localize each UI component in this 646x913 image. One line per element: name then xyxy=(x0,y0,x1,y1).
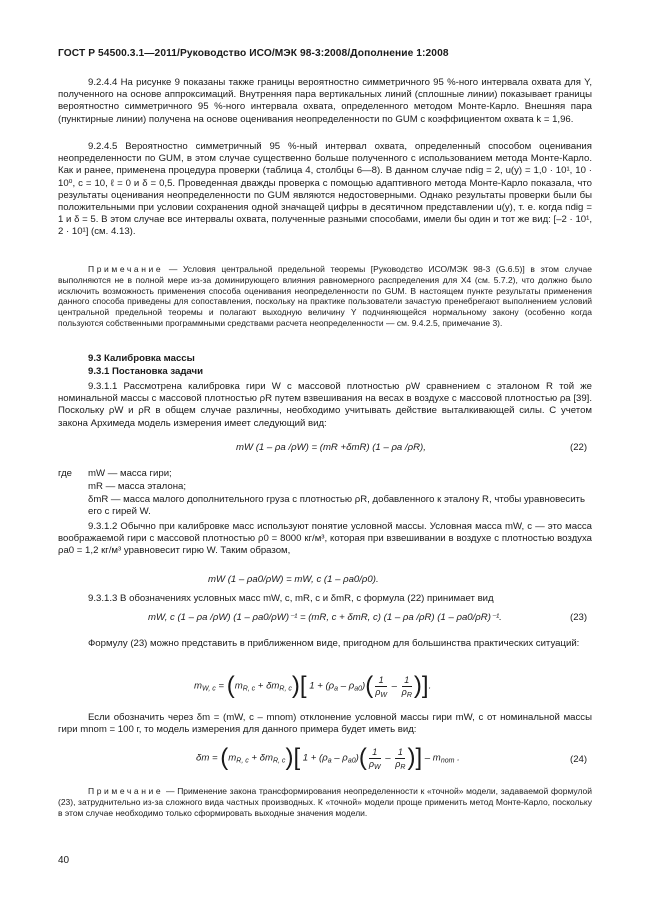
definition-mw: mW — масса гири; xyxy=(88,468,172,479)
note-2-text: — Применение закона трансформирования неопределенности к «точной» модели, задаваемой формулой (23), затруднительно из-за сложного вида частных производных. К «точной» модели проще применить метод Монте-Карло, поскольку в этом случае необходимо только сформировать выходные значения модели. xyxy=(58,786,592,818)
equation-23-number: (23) xyxy=(570,612,588,623)
page-number: 40 xyxy=(58,855,70,866)
paragraph-9-3-1-3: 9.3.1.3 В обозначениях условных масс mW, c, mR, c и δmR, c формула (22) принимает вид xyxy=(88,593,494,604)
paragraph-9-3-1-1: 9.3.1.1 Рассмотрена калибровка гири W с массовой плотностью ρW сравнением с эталоном R той же номинальной массы с массовой плотностью ρR путем взвешивания на весах в воздухе с массовой плотностью ρa [39]. Поскольку ρW и ρR в общем случае различны, необходимо учитывать действие выталкивающей силы. С учетом закона Архимеда модель измерения имеет следующий вид: xyxy=(58,381,592,429)
note-1-label: Примечание xyxy=(88,264,164,274)
paragraph-approx: Формулу (23) можно представить в приближенном виде, пригодном для большинства практических ситуаций: xyxy=(88,638,580,649)
equation-23: mW, c (1 – ρa /ρW) (1 – ρa0/ρW)⁻¹ = (mR, c + δmR, c) (1 – ρa /ρR) (1 – ρa0/ρR)⁻¹. xyxy=(148,612,502,623)
section-heading-9-3-1: 9.3.1 Постановка задачи xyxy=(88,366,203,377)
equation-conventional-mass: mW (1 – ρa0/ρW) = mW, c (1 – ρa0/ρ0). xyxy=(208,574,379,585)
equation-22-number: (22) xyxy=(570,442,588,453)
definition-dmr: δmR — масса малого дополнительного груза с плотностью ρR, добавленного к эталону R, чтобы уравновесить его с гирей W. xyxy=(88,494,585,518)
note-1 xyxy=(58,264,592,329)
paragraph-9-2-4-5: 9.2.4.5 Вероятностно симметричный 95 %-ный интервал охвата, определенный способом оценивания неопределенности по GUM, в этом случае существенно больше полученного с использованием метода Монте-Карло. Как и ранее, применена процедура проверки (таблица 4, столбцы 6—8). В данном случае ndig = 2, u(y) = 1,0 · 10¹, 10 · 10⁰, c = 10, ℓ = 0 и δ = 0,5. Проведенная дважды проверка с помощью адаптивного метода Монте-Карло показала, что результаты оценивания неопределенности по GUM являются недостоверными. Однако результаты проверки были бы положительными при условии сохранения одной значащей цифры в десятичном представлении u(y), т. е. когда ndig = 1 и δ = 5. В этом случае все интервалы охвата, полученные разными способами, имели бы один и тот же вид: [–2 · 10¹, 2 · 10¹] (см. 4.13). xyxy=(58,141,592,238)
equation-24-number: (24) xyxy=(570,754,588,765)
paragraph-deviation: Если обозначить через δm = (mW, c – mnom) отклонение условной массы гири mW, c от номинальной массы гири mnom = 100 г, то модель измерения для данного примера будет иметь вид: xyxy=(58,712,592,736)
definition-mr: mR — масса эталона; xyxy=(88,481,187,492)
paragraph-9-3-1-2: 9.3.1.2 Обычно при калибровке масс используют понятие условной массы. Условная масса mW, c — это масса воображаемой гири с массовой плотностью ρ0 = 8000 кг/м³, которая при взвешивании в воздухе с плотностью воздуха ρa0 = 1,2 кг/м³ уравновесит гирю W. Таким образом, xyxy=(58,521,592,557)
page-header: ГОСТ Р 54500.3.1—2011/Руководство ИСО/МЭК 98-3:2008/Дополнение 1:2008 xyxy=(58,48,449,59)
equation-22: mW (1 – ρa /ρW) = (mR +δmR) (1 – ρa /ρR), xyxy=(236,442,426,453)
note-2 xyxy=(58,786,592,818)
definition-where: где xyxy=(58,468,73,479)
note-1-text: — Условия центральной предельной теоремы [Руководство ИСО/МЭК 98-3 (G.6.5)] в этом случае выполняются не в полной мере из-за доминирующего влияния равномерного распределения для X4 (см. 5.7.2), что должно было исключить возможность применения способа оценивания неопределенности по GUM. В настоящем пункте результаты применения данного способа приведены для сопоставления, поскольку на практике пользователи зачастую пренебрегают выполнением условий центральной предельной теоремы и полагают выходную величину Y подчиняющейся нормальному закону (особенно когда пользуются собственными программными средствами расчета неопределенности — см. 9.4.2.5, примечание 3). xyxy=(58,264,592,328)
equation-approx: $m_{W, c} = (m_{R, c} + \delta m_{R, c})$[ $1 + (\rho_a - \rho_{a0})$( $\frac{1}{\rho_W}$ – $\frac{1}{\rho_R}$ )]. xyxy=(194,672,432,699)
equation-24: $\delta m = (m_{R, c} + \delta m_{R, c})$[ $1 + (\rho_a - \rho_{a0})$( $\frac{1}{\rho_W}$ – $\frac{1}{\rho_R}$ )] – $m_{nom}$ . xyxy=(196,744,460,771)
section-heading-9-3: 9.3 Калибровка массы xyxy=(88,353,195,364)
paragraph-9-2-4-4: 9.2.4.4 На рисунке 9 показаны также границы вероятностно симметричного 95 %-ного интервала охвата для Y, полученного на основе аппроксимаций. Внутренняя пара вертикальных линий (сплошные линии) показывает границы вероятностно симметричного 95 %-ного интервала охвата, определенного методом Монте-Карло. Внешняя пара (пунктирные линии) получена на основе оценивания неопределенности по GUM с коэффициентом охвата k = 1,96. xyxy=(58,77,592,125)
note-2-label: Примечание xyxy=(88,786,164,796)
